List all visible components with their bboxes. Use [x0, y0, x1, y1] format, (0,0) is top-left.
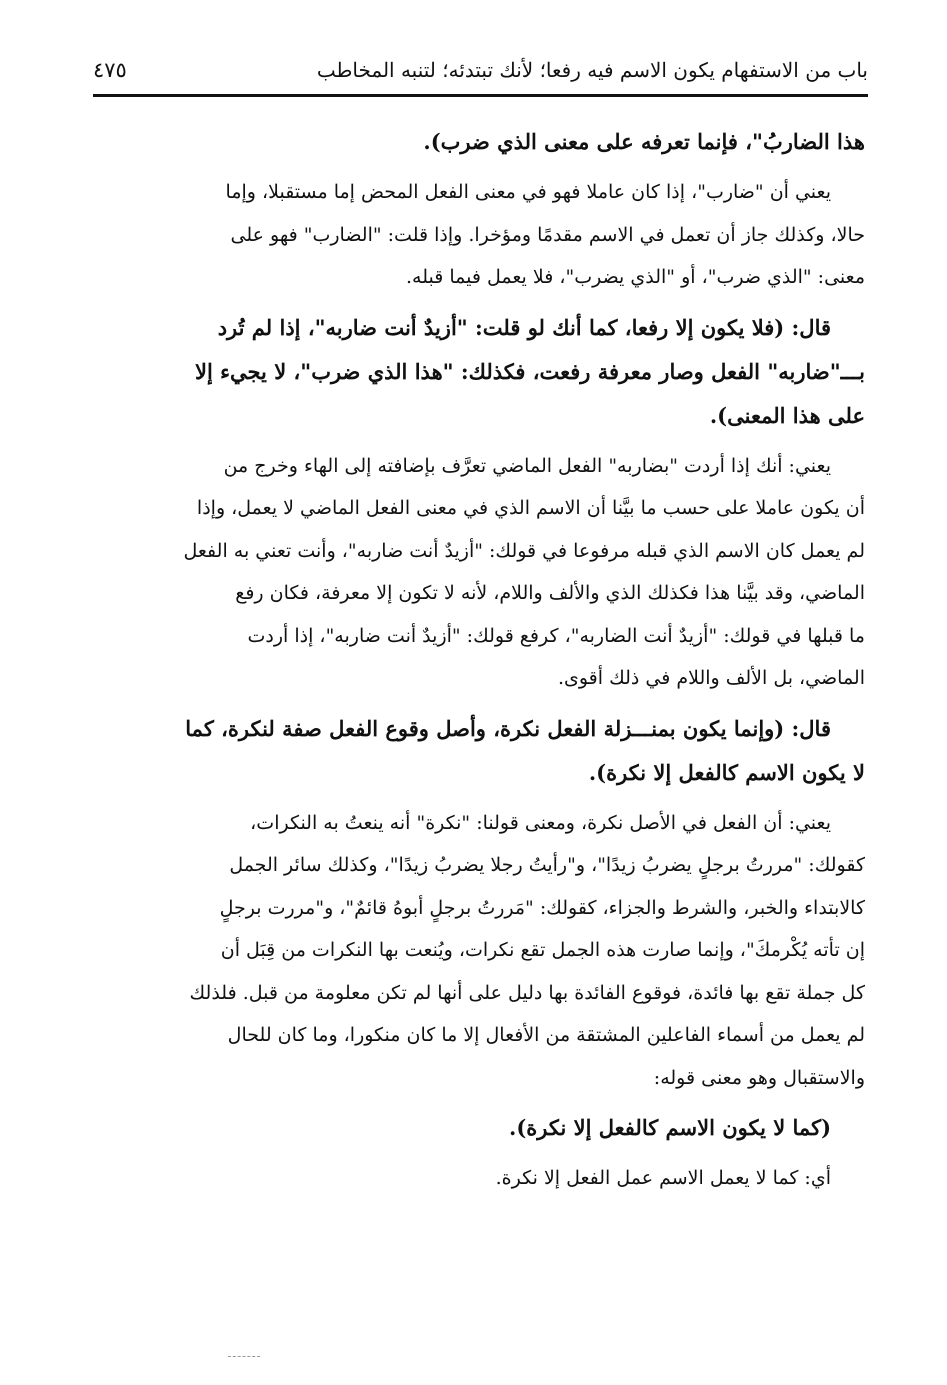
text-line: يعني: أنك إذا أردت "بضاربه" الفعل الماضي تعرَّف بإضافته إلى الهاء وخرج من: [223, 454, 831, 477]
text-line: على هذا المعنى).: [709, 402, 865, 428]
text-line: كالابتداء والخبر، والشرط والجزاء، كقولك: "مَررتُ برجلٍ أبوهُ قائمٌ"، و"مررت برجلٍ: [219, 896, 865, 919]
text-line: كقولك: "مررتُ برجلٍ يضربُ زيدًا"، و"رأيتُ رجلا يضربُ زيدًا"، وكذلك سائر الجمل: [229, 854, 865, 876]
footer-mark: [228, 1356, 260, 1357]
text-line: حالا، وكذلك جاز أن تعمل في الاسم مقدمًا ومؤخرا. وإذا قلت: "الضارب" فهو على: [230, 223, 865, 246]
text-line: إن تأته يُكْرمكَ"، وإنما صارت هذه الجمل تقع نكرات، ويُنعت بها النكرات من قِبَل أن: [220, 939, 865, 961]
commentary-paragraph: [97, 1157, 865, 1200]
text-line: لا يكون الاسم كالفعل إلا نكرة).: [588, 759, 865, 785]
text-line: قال: (وإنما يكون بمنـــزلة الفعل نكرة، وأصل وقوع الفعل صفة لنكرة، كما: [185, 715, 831, 741]
quotation-paragraph: [97, 306, 865, 438]
text-line: ما قبلها في قولك: "أزيدٌ أنت الضاربه"، كرفع قولك: "أزيدٌ أنت ضاربه"، إذا أردت: [247, 624, 865, 647]
quotation-paragraph: [97, 707, 865, 795]
text-line: لم يعمل كان الاسم الذي قبله مرفوعا في قولك: "أزيدٌ أنت ضاربه"، وأنت تعني به الفعل: [183, 539, 865, 562]
header-rule: [93, 94, 868, 97]
text-line: الماضي، وقد بيَّنا هذا فكذلك الذي والألف واللام، لأنه لا تكون إلا معرفة، فكان رفع: [235, 582, 865, 604]
commentary-paragraph: [97, 171, 865, 299]
text-line: أن يكون عاملا على حسب ما بيَّنا أن الاسم الذي في معنى الفعل الماضي لا يعمل، وإذا: [196, 497, 865, 519]
text-line: هذا الضاربُ"، فإنما تعرفه على معنى الذي ضرب).: [423, 129, 865, 154]
commentary-paragraph: [97, 445, 865, 700]
text-line: قال: (فلا يكون إلا رفعا، كما أنك لو قلت: "أزيدٌ أنت ضاربه"، إذا لم تُرد: [217, 314, 831, 340]
page-number: ٤٧٥: [93, 58, 127, 82]
page-header: [93, 52, 868, 88]
text-line: يعني أن "ضارب"، إذا كان عاملا فهو في معنى الفعل المحض إما مستقبلا، وإما: [225, 181, 831, 203]
text-line: معنى: "الذي ضرب"، أو "الذي يضرب"، فلا يعمل فيما قبله.: [406, 266, 865, 288]
text-line: بـــ"ضاربه" الفعل وصار معرفة رفعت، فكذلك: "هذا الذي ضرب"، لا يجيء إلا: [194, 358, 865, 384]
text-line: أي: كما لا يعمل الاسم عمل الفعل إلا نكرة.: [495, 1167, 831, 1189]
text-line: (كما لا يكون الاسم كالفعل إلا نكرة).: [509, 1115, 831, 1140]
page-body: [97, 120, 865, 1200]
quotation-paragraph: [97, 120, 865, 164]
running-title: باب من الاستفهام يكون الاسم فيه رفعا؛ لأنك تبتدئه؛ لتنبه المخاطب: [316, 58, 868, 82]
commentary-paragraph: [97, 802, 865, 1100]
quotation-paragraph: [97, 1106, 865, 1150]
text-line: يعني: أن الفعل في الأصل نكرة، ومعنى قولنا: "نكرة" أنه ينعتُ به النكرات،: [250, 811, 831, 834]
text-line: لم يعمل من أسماء الفاعلين المشتقة من الأفعال إلا ما كان منكورا، وما كان للحال: [227, 1024, 865, 1046]
text-line: والاستقبال وهو معنى قوله:: [653, 1066, 865, 1089]
text-line: كل جملة تقع بها فائدة، فوقوع الفائدة بها دليل على أنها لم تكن معلومة من قبل. فلذلك: [189, 981, 865, 1004]
text-line: الماضي، بل الألف واللام في ذلك أقوى.: [557, 667, 865, 689]
